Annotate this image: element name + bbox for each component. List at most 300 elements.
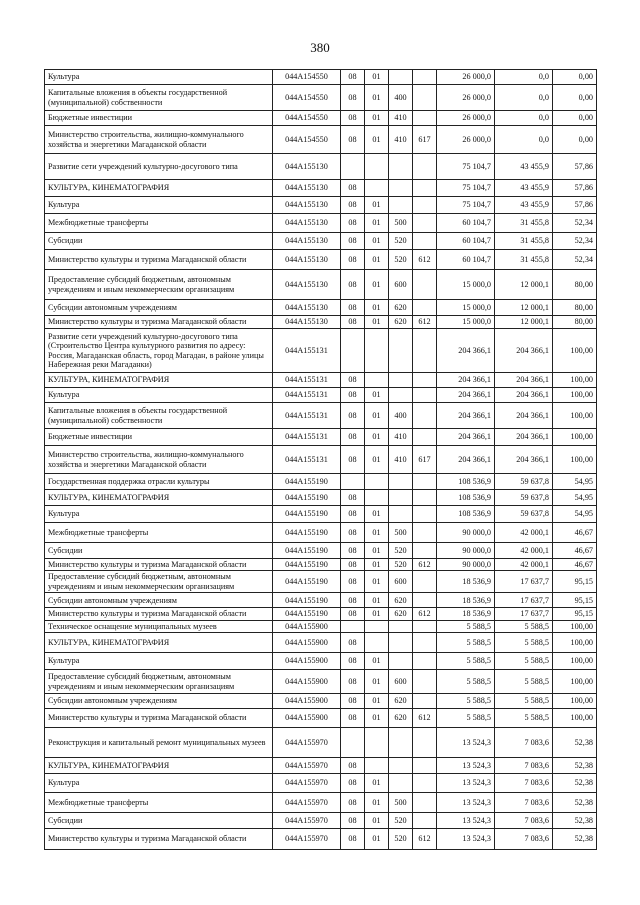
row-vr: 410 <box>389 429 413 446</box>
row-percent: 0,00 <box>553 70 597 85</box>
row-vr: 600 <box>389 571 413 593</box>
row-code: 044A155190 <box>273 506 341 523</box>
row-vr: 500 <box>389 214 413 233</box>
row-name: Капитальные вложения в объекты государственной (муниципальной) собственности <box>45 403 273 429</box>
row-vr <box>389 506 413 523</box>
row-plan: 13 524,3 <box>437 758 495 774</box>
row-fact: 43 455,9 <box>495 154 553 180</box>
row-plan: 204 366,1 <box>437 403 495 429</box>
row-vr: 410 <box>389 111 413 126</box>
row-percent: 100,00 <box>553 373 597 388</box>
row-fact: 5 588,5 <box>495 709 553 728</box>
row-vr: 520 <box>389 250 413 270</box>
table-row <box>45 446 597 474</box>
table-row <box>45 793 597 813</box>
row-section <box>341 329 365 373</box>
row-name: Предоставление субсидий бюджетным, автономным учреждениям и иным некоммерческим организациям <box>45 670 273 694</box>
row-code: 044A155190 <box>273 474 341 490</box>
row-vr: 600 <box>389 670 413 694</box>
row-fact: 7 083,6 <box>495 813 553 829</box>
row-section: 08 <box>341 111 365 126</box>
row-code: 044A155190 <box>273 608 341 620</box>
row-fact: 5 588,5 <box>495 633 553 653</box>
row-ved <box>413 111 437 126</box>
row-vr: 620 <box>389 593 413 608</box>
row-name: Бюджетные инвестиции <box>45 429 273 446</box>
row-section: 08 <box>341 559 365 571</box>
row-percent: 54,95 <box>553 490 597 506</box>
row-code: 044A155130 <box>273 180 341 197</box>
row-percent: 100,00 <box>553 388 597 403</box>
table-row <box>45 571 597 593</box>
table-row <box>45 490 597 506</box>
row-vr: 400 <box>389 403 413 429</box>
row-fact: 204 366,1 <box>495 373 553 388</box>
row-subsection: 01 <box>365 250 389 270</box>
table-row <box>45 300 597 316</box>
row-name: Бюджетные инвестиции <box>45 111 273 126</box>
row-code: 044A155970 <box>273 758 341 774</box>
row-name: Межбюджетные трансферты <box>45 793 273 813</box>
row-section: 08 <box>341 250 365 270</box>
row-ved <box>413 197 437 214</box>
row-name: Культура <box>45 506 273 523</box>
row-percent: 52,38 <box>553 829 597 850</box>
table-row <box>45 316 597 329</box>
row-vr <box>389 758 413 774</box>
row-plan: 26 000,0 <box>437 85 495 111</box>
row-section: 08 <box>341 70 365 85</box>
row-fact: 43 455,9 <box>495 197 553 214</box>
row-name: Субсидии <box>45 813 273 829</box>
row-plan: 5 588,5 <box>437 709 495 728</box>
row-percent: 100,00 <box>553 670 597 694</box>
row-ved: 612 <box>413 250 437 270</box>
row-percent: 52,34 <box>553 250 597 270</box>
row-subsection: 01 <box>365 233 389 250</box>
row-subsection: 01 <box>365 774 389 793</box>
row-code: 044A155130 <box>273 300 341 316</box>
row-ved <box>413 300 437 316</box>
row-plan: 18 536,9 <box>437 571 495 593</box>
row-fact: 204 366,1 <box>495 429 553 446</box>
row-code: 044A155970 <box>273 829 341 850</box>
row-ved <box>413 670 437 694</box>
row-vr: 410 <box>389 446 413 474</box>
row-ved <box>413 429 437 446</box>
row-percent: 100,00 <box>553 709 597 728</box>
table-row <box>45 126 597 154</box>
row-percent: 100,00 <box>553 620 597 632</box>
row-subsection: 01 <box>365 300 389 316</box>
row-name: Культура <box>45 197 273 214</box>
row-name: Культура <box>45 70 273 85</box>
row-section: 08 <box>341 694 365 709</box>
row-vr: 520 <box>389 813 413 829</box>
row-plan: 15 000,0 <box>437 300 495 316</box>
row-fact: 42 000,1 <box>495 523 553 543</box>
row-vr <box>389 653 413 670</box>
table-row <box>45 506 597 523</box>
row-section: 08 <box>341 446 365 474</box>
row-name: Культура <box>45 653 273 670</box>
row-vr <box>389 620 413 632</box>
row-subsection: 01 <box>365 270 389 300</box>
row-name: Предоставление субсидий бюджетным, автономным учреждениям и иным некоммерческим организациям <box>45 571 273 593</box>
row-ved <box>413 793 437 813</box>
row-section: 08 <box>341 653 365 670</box>
row-subsection: 01 <box>365 608 389 620</box>
row-name: Министерство культуры и туризма Магаданской области <box>45 316 273 329</box>
row-plan: 204 366,1 <box>437 429 495 446</box>
row-fact: 12 000,1 <box>495 316 553 329</box>
row-section: 08 <box>341 403 365 429</box>
row-subsection: 01 <box>365 85 389 111</box>
row-code: 044A155900 <box>273 694 341 709</box>
row-fact: 7 083,6 <box>495 728 553 758</box>
row-fact: 43 455,9 <box>495 180 553 197</box>
row-code: 044A155900 <box>273 620 341 632</box>
row-code: 044A155190 <box>273 559 341 571</box>
row-plan: 90 000,0 <box>437 543 495 559</box>
row-plan: 13 524,3 <box>437 829 495 850</box>
row-subsection: 01 <box>365 793 389 813</box>
row-section <box>341 728 365 758</box>
row-section: 08 <box>341 197 365 214</box>
row-percent: 95,15 <box>553 571 597 593</box>
row-subsection <box>365 180 389 197</box>
row-code: 044A155970 <box>273 774 341 793</box>
row-ved: 612 <box>413 316 437 329</box>
row-ved <box>413 694 437 709</box>
row-name: Министерство культуры и туризма Магаданской области <box>45 559 273 571</box>
row-plan: 13 524,3 <box>437 728 495 758</box>
row-code: 044A155190 <box>273 571 341 593</box>
row-plan: 26 000,0 <box>437 126 495 154</box>
row-section: 08 <box>341 774 365 793</box>
row-ved: 612 <box>413 709 437 728</box>
row-vr: 620 <box>389 608 413 620</box>
row-percent: 52,38 <box>553 813 597 829</box>
row-section: 08 <box>341 316 365 329</box>
row-fact: 31 455,8 <box>495 214 553 233</box>
row-ved: 617 <box>413 446 437 474</box>
row-subsection: 01 <box>365 694 389 709</box>
row-vr <box>389 490 413 506</box>
row-vr: 500 <box>389 523 413 543</box>
row-percent: 100,00 <box>553 429 597 446</box>
row-percent: 100,00 <box>553 653 597 670</box>
row-plan: 60 104,7 <box>437 233 495 250</box>
row-code: 044A155900 <box>273 633 341 653</box>
row-subsection <box>365 633 389 653</box>
row-subsection <box>365 758 389 774</box>
table-row <box>45 593 597 608</box>
row-percent: 57,86 <box>553 154 597 180</box>
row-plan: 15 000,0 <box>437 270 495 300</box>
row-percent: 0,00 <box>553 111 597 126</box>
row-ved <box>413 85 437 111</box>
row-subsection: 01 <box>365 813 389 829</box>
row-section: 08 <box>341 633 365 653</box>
row-name: Культура <box>45 388 273 403</box>
row-code: 044A155131 <box>273 329 341 373</box>
row-ved <box>413 653 437 670</box>
row-name: Министерство культуры и туризма Магаданской области <box>45 250 273 270</box>
row-percent: 46,67 <box>553 543 597 559</box>
row-code: 044A155900 <box>273 709 341 728</box>
row-ved <box>413 373 437 388</box>
row-fact: 5 588,5 <box>495 670 553 694</box>
row-ved <box>413 214 437 233</box>
row-subsection <box>365 329 389 373</box>
row-code: 044A155900 <box>273 653 341 670</box>
row-section <box>341 154 365 180</box>
row-section: 08 <box>341 793 365 813</box>
row-plan: 75 104,7 <box>437 154 495 180</box>
row-subsection <box>365 373 389 388</box>
row-code: 044A155131 <box>273 388 341 403</box>
row-section: 08 <box>341 813 365 829</box>
row-ved <box>413 70 437 85</box>
row-plan: 13 524,3 <box>437 813 495 829</box>
row-ved <box>413 593 437 608</box>
row-subsection: 01 <box>365 571 389 593</box>
row-fact: 0,0 <box>495 111 553 126</box>
row-subsection: 01 <box>365 593 389 608</box>
row-name: Субсидии автономным учреждениям <box>45 694 273 709</box>
row-percent: 52,38 <box>553 728 597 758</box>
row-vr: 400 <box>389 85 413 111</box>
row-section: 08 <box>341 233 365 250</box>
row-subsection: 01 <box>365 709 389 728</box>
row-percent: 95,15 <box>553 608 597 620</box>
row-percent: 52,38 <box>553 758 597 774</box>
row-vr <box>389 180 413 197</box>
table-row <box>45 70 597 85</box>
row-percent: 100,00 <box>553 633 597 653</box>
row-vr <box>389 633 413 653</box>
row-vr: 520 <box>389 543 413 559</box>
row-percent: 52,34 <box>553 214 597 233</box>
row-ved <box>413 543 437 559</box>
row-ved <box>413 388 437 403</box>
row-percent: 100,00 <box>553 446 597 474</box>
row-subsection <box>365 154 389 180</box>
table-row <box>45 758 597 774</box>
row-code: 044A155190 <box>273 523 341 543</box>
row-code: 044A154550 <box>273 126 341 154</box>
row-subsection: 01 <box>365 403 389 429</box>
row-plan: 60 104,7 <box>437 214 495 233</box>
row-percent: 46,67 <box>553 523 597 543</box>
row-section: 08 <box>341 126 365 154</box>
table-row <box>45 633 597 653</box>
row-section <box>341 620 365 632</box>
row-plan: 75 104,7 <box>437 180 495 197</box>
row-fact: 0,0 <box>495 70 553 85</box>
row-percent: 95,15 <box>553 593 597 608</box>
row-section: 08 <box>341 180 365 197</box>
row-subsection: 01 <box>365 670 389 694</box>
budget-table <box>44 69 597 850</box>
row-section: 08 <box>341 543 365 559</box>
row-plan: 13 524,3 <box>437 774 495 793</box>
table-row <box>45 250 597 270</box>
row-fact: 42 000,1 <box>495 543 553 559</box>
row-percent: 80,00 <box>553 270 597 300</box>
row-code: 044A155131 <box>273 446 341 474</box>
row-ved <box>413 571 437 593</box>
row-fact: 0,0 <box>495 85 553 111</box>
row-vr <box>389 329 413 373</box>
row-plan: 26 000,0 <box>437 111 495 126</box>
row-percent: 80,00 <box>553 316 597 329</box>
row-fact: 12 000,1 <box>495 300 553 316</box>
row-subsection <box>365 474 389 490</box>
row-fact: 204 366,1 <box>495 446 553 474</box>
row-ved <box>413 506 437 523</box>
row-section: 08 <box>341 429 365 446</box>
row-fact: 17 637,7 <box>495 571 553 593</box>
row-subsection: 01 <box>365 388 389 403</box>
row-percent: 57,86 <box>553 197 597 214</box>
row-name: Межбюджетные трансферты <box>45 523 273 543</box>
row-code: 044A155130 <box>273 214 341 233</box>
row-section: 08 <box>341 214 365 233</box>
row-ved <box>413 490 437 506</box>
row-ved <box>413 154 437 180</box>
row-name: Субсидии автономным учреждениям <box>45 593 273 608</box>
row-code: 044A155970 <box>273 793 341 813</box>
row-percent: 57,86 <box>553 180 597 197</box>
row-section: 08 <box>341 373 365 388</box>
table-row <box>45 403 597 429</box>
row-percent: 54,95 <box>553 474 597 490</box>
page-number: 380 <box>310 40 330 55</box>
row-percent: 0,00 <box>553 126 597 154</box>
table-row <box>45 670 597 694</box>
table-row <box>45 111 597 126</box>
row-plan: 18 536,9 <box>437 608 495 620</box>
row-vr: 520 <box>389 233 413 250</box>
row-section: 08 <box>341 758 365 774</box>
row-fact: 42 000,1 <box>495 559 553 571</box>
row-fact: 59 637,8 <box>495 490 553 506</box>
row-vr: 600 <box>389 270 413 300</box>
row-ved <box>413 758 437 774</box>
row-vr <box>389 70 413 85</box>
row-name: Государственная поддержка отрасли культуры <box>45 474 273 490</box>
table-row <box>45 774 597 793</box>
row-code: 044A154550 <box>273 111 341 126</box>
row-name: Субсидии <box>45 233 273 250</box>
row-fact: 204 366,1 <box>495 329 553 373</box>
table-row <box>45 180 597 197</box>
row-name: Реконструкция и капитальный ремонт муниципальных музеев <box>45 728 273 758</box>
table-row <box>45 373 597 388</box>
row-ved <box>413 620 437 632</box>
row-ved <box>413 633 437 653</box>
row-vr: 410 <box>389 126 413 154</box>
row-percent: 100,00 <box>553 329 597 373</box>
row-plan: 108 536,9 <box>437 474 495 490</box>
row-vr: 500 <box>389 793 413 813</box>
row-code: 044A155131 <box>273 373 341 388</box>
row-percent: 46,67 <box>553 559 597 571</box>
row-fact: 5 588,5 <box>495 653 553 670</box>
row-fact: 17 637,7 <box>495 593 553 608</box>
row-code: 044A155130 <box>273 197 341 214</box>
row-subsection: 01 <box>365 506 389 523</box>
row-ved <box>413 774 437 793</box>
row-plan: 13 524,3 <box>437 793 495 813</box>
row-plan: 5 588,5 <box>437 633 495 653</box>
row-plan: 204 366,1 <box>437 329 495 373</box>
table-row <box>45 233 597 250</box>
table-row <box>45 429 597 446</box>
row-ved <box>413 329 437 373</box>
row-fact: 31 455,8 <box>495 233 553 250</box>
row-code: 044A155130 <box>273 250 341 270</box>
row-fact: 0,0 <box>495 126 553 154</box>
row-fact: 12 000,1 <box>495 270 553 300</box>
table-body <box>45 70 597 850</box>
row-fact: 7 083,6 <box>495 829 553 850</box>
row-percent: 100,00 <box>553 403 597 429</box>
row-percent: 0,00 <box>553 85 597 111</box>
row-name: Министерство строительства, жилищно-коммунального хозяйства и энергетики Магаданской области <box>45 126 273 154</box>
row-code: 044A155131 <box>273 429 341 446</box>
row-vr: 520 <box>389 559 413 571</box>
row-plan: 204 366,1 <box>437 388 495 403</box>
row-subsection <box>365 490 389 506</box>
row-plan: 5 588,5 <box>437 694 495 709</box>
row-subsection: 01 <box>365 653 389 670</box>
row-subsection: 01 <box>365 214 389 233</box>
row-percent: 52,38 <box>553 774 597 793</box>
row-plan: 90 000,0 <box>437 523 495 543</box>
row-code: 044A155970 <box>273 728 341 758</box>
row-vr <box>389 388 413 403</box>
row-vr: 620 <box>389 316 413 329</box>
row-subsection <box>365 728 389 758</box>
row-name: Министерство строительства, жилищно-коммунального хозяйства и энергетики Магаданской области <box>45 446 273 474</box>
row-plan: 75 104,7 <box>437 197 495 214</box>
row-fact: 31 455,8 <box>495 250 553 270</box>
row-name: Субсидии <box>45 543 273 559</box>
row-section: 08 <box>341 490 365 506</box>
row-fact: 5 588,5 <box>495 620 553 632</box>
row-section: 08 <box>341 388 365 403</box>
row-code: 044A155190 <box>273 490 341 506</box>
row-name: Предоставление субсидий бюджетным, автономным учреждениям и иным некоммерческим организациям <box>45 270 273 300</box>
row-ved: 612 <box>413 829 437 850</box>
row-ved <box>413 270 437 300</box>
row-vr <box>389 197 413 214</box>
row-vr <box>389 774 413 793</box>
table-row <box>45 523 597 543</box>
row-name: Субсидии автономным учреждениям <box>45 300 273 316</box>
table-row <box>45 197 597 214</box>
row-plan: 204 366,1 <box>437 373 495 388</box>
row-percent: 80,00 <box>553 300 597 316</box>
row-name: КУЛЬТУРА, КИНЕМАТОГРАФИЯ <box>45 633 273 653</box>
row-section: 08 <box>341 300 365 316</box>
row-code: 044A155130 <box>273 316 341 329</box>
row-vr <box>389 373 413 388</box>
row-plan: 108 536,9 <box>437 506 495 523</box>
